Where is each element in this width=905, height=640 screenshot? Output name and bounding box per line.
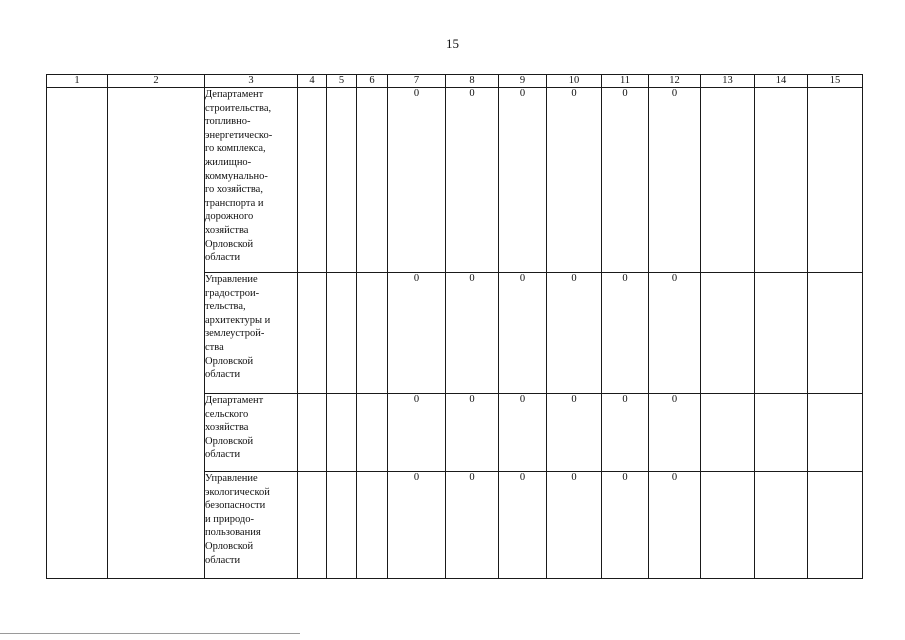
column-header: 5 <box>327 75 357 88</box>
cell-col-15 <box>808 88 863 273</box>
column-header: 12 <box>649 75 701 88</box>
cell-col-15 <box>808 273 863 394</box>
header-row <box>47 75 863 88</box>
cell-col-4 <box>298 394 327 472</box>
cell-col-2 <box>108 88 205 579</box>
department-cell: Управление экологической безопасности и природо- пользования Орловской области <box>205 472 298 579</box>
column-header: 7 <box>388 75 446 88</box>
cell-col-13 <box>701 394 755 472</box>
value-cell: 0 <box>388 472 446 579</box>
cell-col-5 <box>327 88 357 273</box>
table-row <box>47 88 863 273</box>
cell-col-14 <box>755 472 808 579</box>
value-cell: 0 <box>602 472 649 579</box>
cell-col-15 <box>808 394 863 472</box>
department-cell: Департамент сельского хозяйства Орловской области <box>205 394 298 472</box>
cell-col-14 <box>755 394 808 472</box>
value-cell: 0 <box>499 273 547 394</box>
column-header: 13 <box>701 75 755 88</box>
value-cell: 0 <box>388 273 446 394</box>
column-header: 8 <box>446 75 499 88</box>
cell-col-14 <box>755 273 808 394</box>
value-cell: 0 <box>649 273 701 394</box>
value-cell: 0 <box>499 394 547 472</box>
cell-col-13 <box>701 273 755 394</box>
value-cell: 0 <box>446 88 499 273</box>
column-header: 11 <box>602 75 649 88</box>
cell-col-5 <box>327 472 357 579</box>
cell-col-5 <box>327 394 357 472</box>
value-cell: 0 <box>547 472 602 579</box>
value-cell: 0 <box>547 88 602 273</box>
cell-col-4 <box>298 88 327 273</box>
value-cell: 0 <box>547 394 602 472</box>
column-header: 9 <box>499 75 547 88</box>
cell-col-13 <box>701 88 755 273</box>
value-cell: 0 <box>649 394 701 472</box>
page-edge-line <box>0 633 300 634</box>
column-header: 15 <box>808 75 863 88</box>
cell-col-4 <box>298 273 327 394</box>
value-cell: 0 <box>446 472 499 579</box>
value-cell: 0 <box>547 273 602 394</box>
cell-col-4 <box>298 472 327 579</box>
value-cell: 0 <box>446 273 499 394</box>
data-table <box>46 74 863 579</box>
value-cell: 0 <box>649 472 701 579</box>
cell-col-6 <box>357 273 388 394</box>
cell-col-6 <box>357 472 388 579</box>
cell-col-1 <box>47 88 108 579</box>
column-header: 1 <box>47 75 108 88</box>
cell-col-6 <box>357 88 388 273</box>
value-cell: 0 <box>602 394 649 472</box>
column-header: 2 <box>108 75 205 88</box>
cell-col-6 <box>357 394 388 472</box>
cell-col-14 <box>755 88 808 273</box>
value-cell: 0 <box>388 88 446 273</box>
value-cell: 0 <box>388 394 446 472</box>
column-header: 6 <box>357 75 388 88</box>
value-cell: 0 <box>649 88 701 273</box>
cell-col-5 <box>327 273 357 394</box>
column-header: 14 <box>755 75 808 88</box>
value-cell: 0 <box>499 472 547 579</box>
department-cell: Департамент строительства, топливно- энергетическо- го комплекса, жилищно- коммунально- го хозяйства, транспорта и дорожного хозяйства Орловской области <box>205 88 298 273</box>
cell-col-13 <box>701 472 755 579</box>
value-cell: 0 <box>499 88 547 273</box>
value-cell: 0 <box>446 394 499 472</box>
cell-col-15 <box>808 472 863 579</box>
value-cell: 0 <box>602 88 649 273</box>
department-cell: Управление градострои- тельства, архитектуры и землеустрой- ства Орловской области <box>205 273 298 394</box>
column-header: 10 <box>547 75 602 88</box>
column-header: 4 <box>298 75 327 88</box>
value-cell: 0 <box>602 273 649 394</box>
column-header: 3 <box>205 75 298 88</box>
page-number: 15 <box>446 36 459 51</box>
